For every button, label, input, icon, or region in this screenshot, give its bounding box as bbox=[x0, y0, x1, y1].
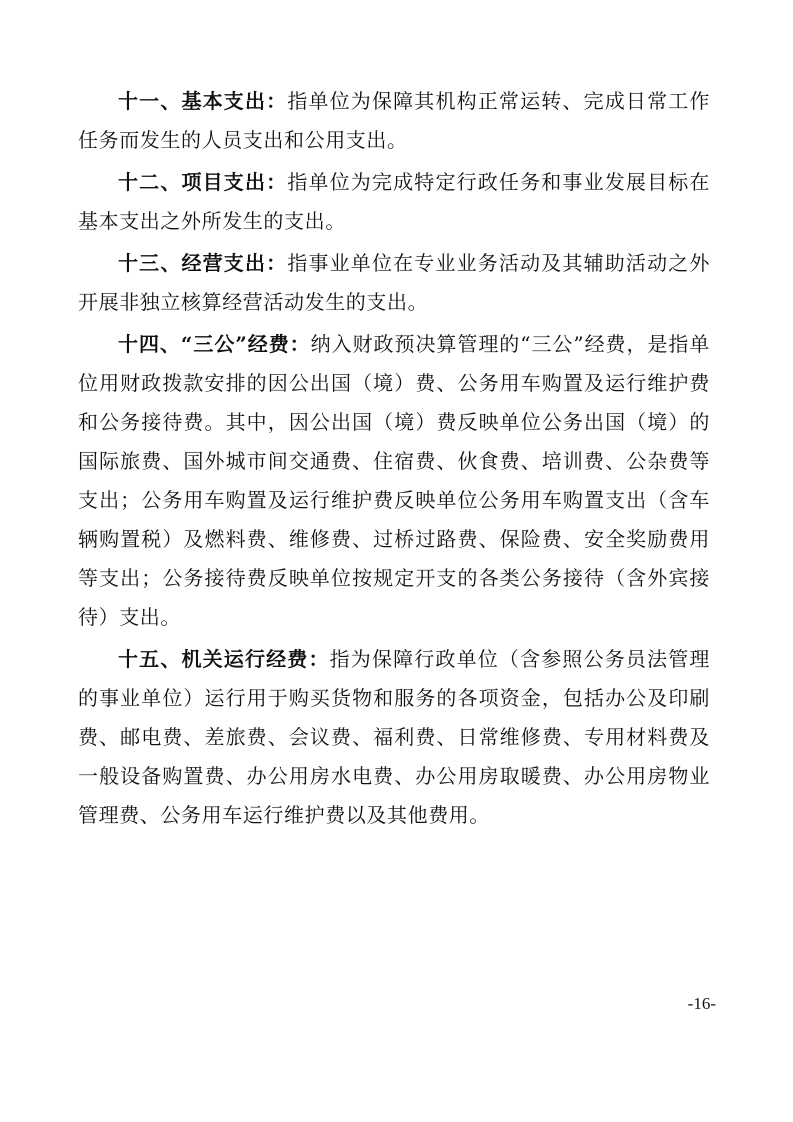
definition-text: 指为保障行政单位（含参照公务员法管理的事业单位）运行用于购买货物和服务的各项资金，包括办公及印刷费、邮电费、差旅费、会议费、福利费、日常维修费、专用材料费及一般设备购置费、办公用房水电费、办公用房取暖费、办公用房物业管理费、公务用车运行维护费以及其他费用。 bbox=[78, 647, 710, 827]
definition-term: 十三、经营支出： bbox=[118, 251, 288, 275]
definition-text: 指单位为保障其机构正常运转、完成日常工作任务而发生的人员支出和公用支出。 bbox=[78, 89, 710, 152]
definitions-section bbox=[78, 82, 710, 835]
definition-text: 指事业单位在专业业务活动及其辅助活动之外开展非独立核算经营活动发生的支出。 bbox=[78, 251, 710, 314]
definition-term: 十二、项目支出： bbox=[118, 170, 288, 194]
definition-operating-expenditure bbox=[78, 244, 710, 322]
definition-basic-expenditure bbox=[78, 82, 710, 160]
definition-text: 纳入财政预决算管理的“三公”经费，是指单位用财政拨款安排的因公出国（境）费、公务用车购置及运行维护费和公务接待费。其中，因公出国（境）费反映单位公务出国（境）的国际旅费、国外城市间交通费、住宿费、伙食费、培训费、公杂费等支出；公务用车购置及运行维护费反映单位公务用车购置支出（含车辆购置税）及燃料费、维修费、过桥过路费、保险费、安全奖励费用等支出；公务接待费反映单位按规定开支的各类公务接待（含外宾接待）支出。 bbox=[78, 332, 710, 629]
definition-agency-operating-funds bbox=[78, 640, 710, 835]
definition-text: 指单位为完成特定行政任务和事业发展目标在基本支出之外所发生的支出。 bbox=[78, 170, 710, 233]
definition-term: 十四、“三公”经费： bbox=[118, 332, 311, 356]
definition-project-expenditure bbox=[78, 163, 710, 241]
definition-three-public-expenses bbox=[78, 325, 710, 637]
page-number: -16- bbox=[687, 994, 716, 1013]
definition-term: 十一、基本支出： bbox=[118, 89, 288, 113]
definition-term: 十五、机关运行经费： bbox=[118, 647, 330, 671]
